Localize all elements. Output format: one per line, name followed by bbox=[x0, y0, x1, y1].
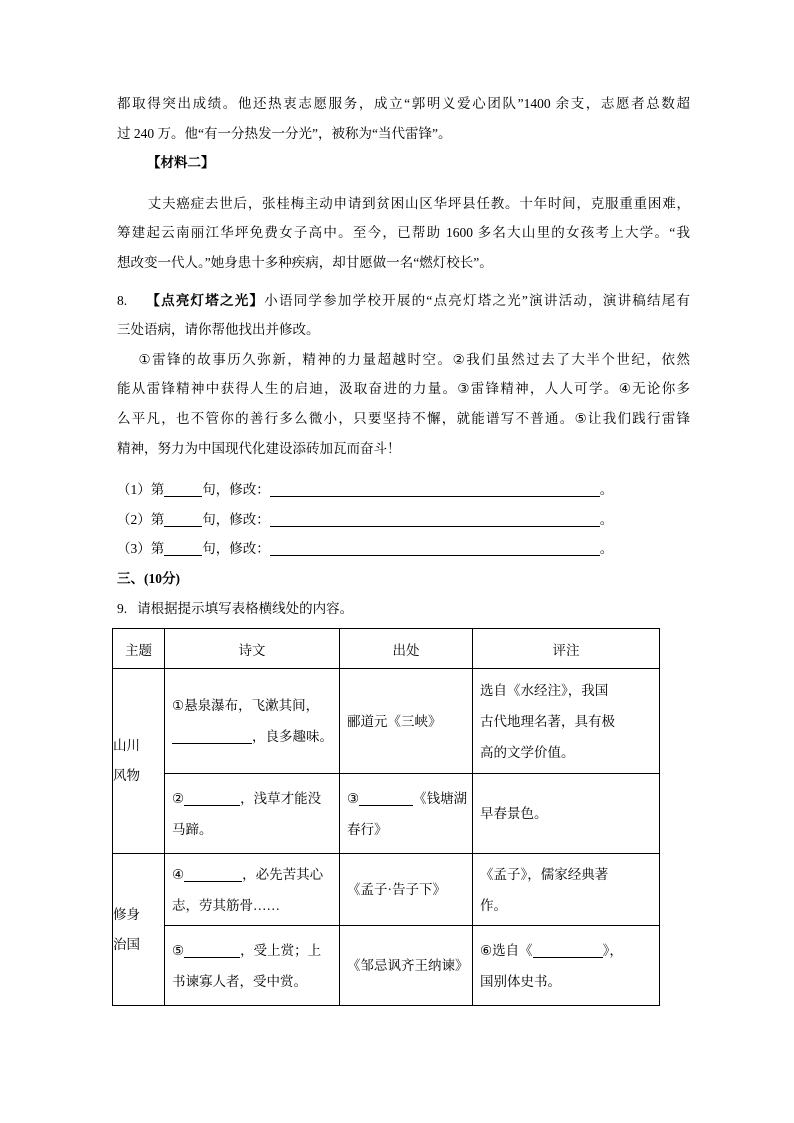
cell-note-3 bbox=[473, 854, 660, 926]
text-run: 想改变一代人。”她身患十多种疾病，却甘愿做一名“燃灯校长”。 bbox=[117, 254, 493, 270]
text-run: 过 240 万。他“有一分热发一分光”，被称为“当代雷锋”。 bbox=[117, 125, 452, 141]
text-line bbox=[117, 564, 690, 594]
text-line bbox=[117, 119, 690, 149]
text-run: 郦道元《三峡》 bbox=[347, 713, 442, 729]
text-run: 小语同学参加学校开展的“点亮灯塔之光”演讲活动，演讲稿结尾有 bbox=[264, 292, 691, 308]
text-line bbox=[117, 404, 690, 434]
text-run: 山川 bbox=[113, 738, 140, 754]
cell-source-4 bbox=[340, 926, 473, 1006]
cell-note-2 bbox=[473, 774, 660, 854]
text-run: 三处语病，请你帮他找出并修改。 bbox=[117, 322, 320, 338]
text-run: 《钱塘湖 bbox=[413, 790, 468, 806]
answer-blank-1 bbox=[117, 475, 690, 505]
table-header-poem: 诗文 bbox=[165, 629, 340, 669]
cell-theme-landscape bbox=[113, 669, 165, 854]
text-run: 马蹄。 bbox=[172, 821, 213, 837]
text-run: 高的文学价值。 bbox=[480, 744, 575, 760]
cell-theme-selfcultivation bbox=[113, 854, 165, 1006]
answer-blank-2 bbox=[117, 505, 690, 535]
text-run: ② bbox=[172, 790, 185, 806]
text-run: ，良多趣味。 bbox=[252, 729, 333, 745]
table-header-source: 出处 bbox=[340, 629, 473, 669]
blank-underline bbox=[270, 543, 600, 556]
text-run: ④ bbox=[172, 866, 185, 882]
cell-source-1 bbox=[340, 669, 473, 774]
material2-heading bbox=[117, 148, 690, 178]
text-run: 。 bbox=[599, 511, 614, 527]
text-run: 丈夫癌症去世后，张桂梅主动申请到贫困山区华坪县任教。十年时间，克服重重困难， bbox=[147, 195, 690, 211]
text-run: ，受上赏；上 bbox=[240, 942, 322, 958]
table-row-3 bbox=[113, 854, 660, 926]
text-run: ⑥选自《 bbox=[480, 942, 533, 958]
text-line bbox=[480, 966, 659, 997]
text-run: 书谏寡人者，受中赏。 bbox=[172, 973, 307, 989]
text-run: 修身 bbox=[113, 906, 140, 922]
text-line bbox=[172, 859, 339, 890]
text-run: 作。 bbox=[480, 897, 507, 913]
text-run: 精神，努力为中国现代化建设添砖加瓦而奋斗！ bbox=[117, 440, 401, 456]
text-line bbox=[480, 859, 659, 890]
text-run: 。 bbox=[599, 541, 614, 557]
question9 bbox=[117, 594, 690, 624]
text-run: 选自《水经注》，我国 bbox=[480, 682, 609, 698]
text-run: 早春景色。 bbox=[480, 806, 548, 822]
blank-underline bbox=[164, 484, 202, 497]
text-run: ①雷锋的故事历久弥新，精神的力量超越时空。②我们虽然过去了大半个世纪，依然 bbox=[137, 351, 690, 367]
cell-note-4 bbox=[473, 926, 660, 1006]
text-run: 句，修改： bbox=[202, 511, 270, 527]
text-run: 《孟子》，儒家经典著 bbox=[480, 866, 609, 882]
text-line bbox=[172, 935, 339, 966]
answer-blank-3 bbox=[117, 534, 690, 564]
text-line bbox=[113, 761, 164, 791]
text-run: 。 bbox=[599, 482, 614, 498]
text-run: （2）第 bbox=[117, 511, 165, 527]
text-run: 请根据提示填写表格横线处的内容。 bbox=[137, 600, 354, 616]
text-line bbox=[480, 737, 659, 768]
text-line bbox=[480, 935, 659, 966]
table-row-4 bbox=[113, 926, 660, 1006]
text-run: 能从雷锋精神中获得人生的启迪，汲取奋进的力量。③雷锋精神，人人可学。④无论你多 bbox=[117, 381, 690, 397]
blank-underline bbox=[164, 514, 202, 527]
text-run: 古代地理名著，具有极 bbox=[480, 713, 615, 729]
blank-underline bbox=[172, 731, 252, 744]
question8 bbox=[117, 286, 690, 345]
text-line bbox=[117, 374, 690, 404]
text-line bbox=[172, 890, 339, 921]
material2-body bbox=[117, 189, 690, 278]
text-run: 治国 bbox=[113, 936, 140, 952]
bold-text: 三、(10分) bbox=[117, 570, 180, 586]
text-run: （3）第 bbox=[117, 541, 165, 557]
cell-poem-1 bbox=[165, 669, 340, 774]
table-header-theme: 主题 bbox=[113, 629, 165, 669]
text-line bbox=[480, 675, 659, 706]
cell-source-2 bbox=[340, 774, 473, 854]
blank-underline bbox=[270, 484, 600, 497]
blank-underline bbox=[184, 869, 242, 882]
text-run: ，必先苦其心 bbox=[242, 866, 324, 882]
text-line bbox=[117, 475, 690, 505]
text-run: 风物 bbox=[113, 768, 140, 784]
table-row-1 bbox=[113, 669, 660, 774]
text-line bbox=[347, 783, 472, 814]
text-line bbox=[347, 874, 472, 905]
text-line bbox=[117, 315, 690, 345]
text-run: 9. bbox=[117, 600, 128, 616]
text-line bbox=[480, 798, 659, 829]
paragraph-material1-continuation bbox=[117, 89, 690, 148]
text-line bbox=[347, 706, 472, 737]
text-line bbox=[117, 434, 690, 464]
text-run: 》， bbox=[602, 942, 623, 958]
text-run: ①悬泉瀑布，飞漱其间， bbox=[172, 698, 320, 714]
text-line bbox=[113, 900, 164, 930]
text-line bbox=[117, 505, 690, 535]
cell-poem-3 bbox=[165, 854, 340, 926]
table-header-note: 评注 bbox=[473, 629, 660, 669]
text-line bbox=[117, 218, 690, 248]
text-run: 志，劳其筋骨…… bbox=[172, 897, 280, 913]
paragraph-area bbox=[117, 89, 690, 623]
text-line bbox=[172, 721, 339, 752]
text-line bbox=[172, 783, 339, 814]
text-run: 筹建起云南丽江华坪免费女子高中。至今，已帮助 1600 多名大山里的女孩考上大学。“我 bbox=[117, 225, 690, 241]
text-line bbox=[117, 89, 690, 119]
text-line bbox=[117, 248, 690, 278]
section3-heading bbox=[117, 564, 690, 594]
blank-underline bbox=[164, 543, 202, 556]
blank-underline bbox=[270, 514, 600, 527]
text-run: （1）第 bbox=[117, 482, 165, 498]
table-header-row bbox=[113, 629, 660, 669]
text-run: ③ bbox=[347, 790, 360, 806]
text-line bbox=[172, 966, 339, 997]
text-run: 8. bbox=[117, 292, 128, 308]
text-line bbox=[480, 706, 659, 737]
text-line bbox=[117, 345, 690, 375]
table-row-2 bbox=[113, 774, 660, 854]
bold-text: 【点亮灯塔之光】 bbox=[145, 292, 265, 308]
text-run: 春行》 bbox=[347, 821, 388, 837]
document-content bbox=[113, 89, 691, 1006]
text-run: 《邹忌讽齐王纳谏》 bbox=[347, 958, 469, 974]
text-line bbox=[117, 286, 690, 316]
blank-underline bbox=[184, 793, 240, 806]
bold-text: 【材料二】 bbox=[147, 155, 215, 171]
text-run: 句，修改： bbox=[202, 482, 270, 498]
text-line bbox=[172, 814, 339, 845]
question8-speech-draft bbox=[117, 345, 690, 463]
text-line bbox=[117, 189, 690, 219]
text-run: ，浅草才能没 bbox=[240, 790, 322, 806]
cell-poem-2 bbox=[165, 774, 340, 854]
blank-underline bbox=[359, 793, 413, 806]
text-run: 句，修改： bbox=[202, 541, 270, 557]
text-line bbox=[113, 731, 164, 761]
text-line bbox=[117, 534, 690, 564]
cell-note-1 bbox=[473, 669, 660, 774]
text-line bbox=[117, 148, 690, 178]
blank-underline bbox=[533, 945, 603, 958]
blank-underline bbox=[184, 945, 240, 958]
text-line bbox=[117, 594, 690, 624]
text-line bbox=[480, 890, 659, 921]
text-line bbox=[347, 814, 472, 845]
text-line bbox=[347, 950, 472, 981]
question9-table bbox=[112, 628, 660, 1006]
cell-source-3 bbox=[340, 854, 473, 926]
text-line bbox=[172, 690, 339, 721]
text-run: 《孟子·告子下》 bbox=[347, 882, 446, 898]
text-line bbox=[113, 930, 164, 960]
text-run: 么平凡，也不管你的善行多么微小，只要坚持不懈，就能谱写不普通。⑤让我们践行雷锋 bbox=[117, 410, 690, 426]
text-run: 都取得突出成绩。他还热衷志愿服务，成立“郭明义爱心团队”1400 余支，志愿者总数超 bbox=[117, 96, 690, 111]
text-run: 国别体史书。 bbox=[480, 973, 561, 989]
cell-poem-4 bbox=[165, 926, 340, 1006]
text-run: ⑤ bbox=[172, 942, 185, 958]
